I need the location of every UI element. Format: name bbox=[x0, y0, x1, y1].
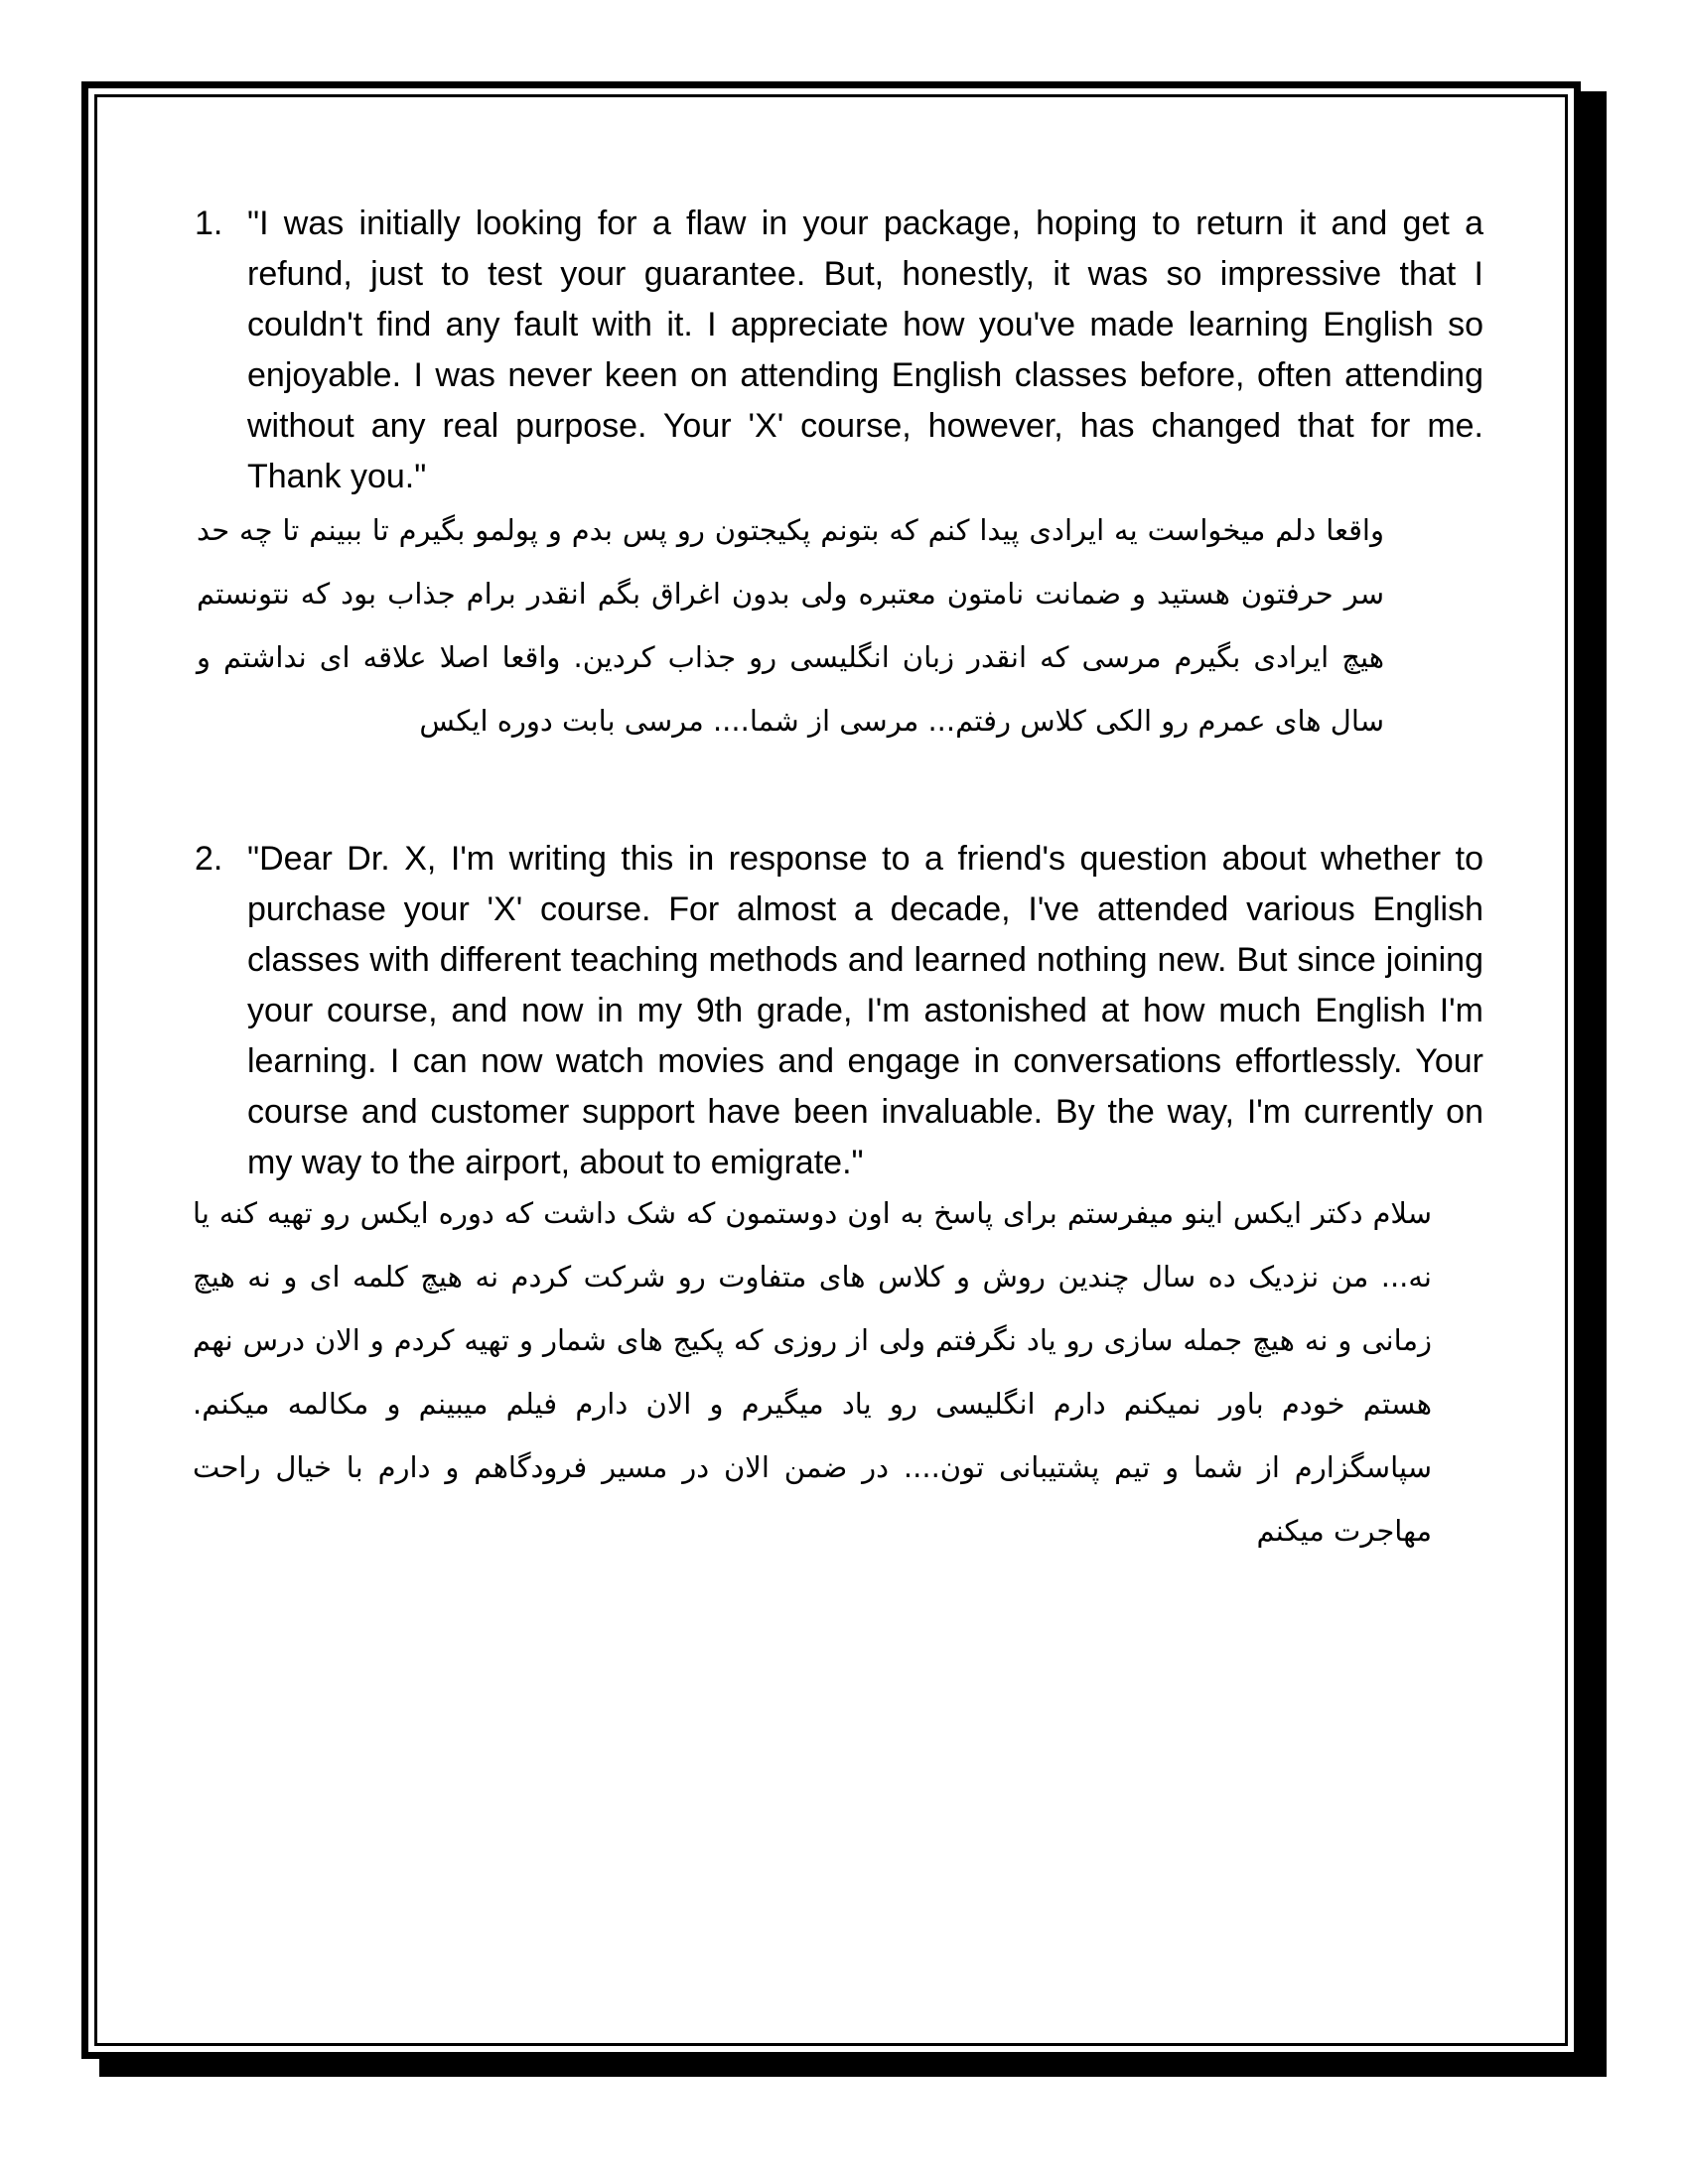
testimonial-english-text: "Dear Dr. X, I'm writing this in response to a friend's question about whether to purchase your 'X' course. For almost a decade, I've attended various English classes with different teaching methods and learned nothing new. But since joining your course, and now in my 9th grade, I'm astonished at how much English I'm learning. I can now watch movies and engage in conversations effortlessly. Your course and customer support have been invaluable. By the way, I'm currently on my way to the airport, about to emigrate." bbox=[247, 840, 1483, 1181]
testimonial-english-text: "I was initially looking for a flaw in your package, hoping to return it and get a refund, just to test your guarantee. But, honestly, it was so impressive that I couldn't find any fault with it. I appreciate how you've made learning English so enjoyable. I was never keen on attending English classes before, often attending without any real purpose. Your 'X' course, however, has changed that for me. Thank you." bbox=[247, 205, 1483, 495]
testimonial-persian-text: واقعا دلم میخواست یه ایرادی پیدا کنم که بتونم پکیجتون رو پس بدم و پولمو بگیرم تا ببینم تا چه حد سر حرفتون هستید و ضمانت نامتون معتبره ولی بدون اغراق بگم انقدر برام جذاب بود که نتونستم هیچ ایرادی بگیرم مرسی که انقدر زبان انگلیسی رو جذاب کردین. واقعا اصلا علاقه ای نداشتم و سال های عمرم رو الکی کلاس رفتم... مرسی از شما.... مرسی بابت دوره ایکس bbox=[197, 513, 1384, 738]
testimonial-persian-text: سلام دکتر ایکس اینو میفرستم برای پاسخ به اون دوستمون که شک داشت که دوره ایکس رو تهیه کنه یا نه... من نزدیک ده سال چندین روش و کلاس های متفاوت رو شرکت کردم نه هیچ کلمه ای و نه هیچ زمانی و نه هیچ جمله سازی رو یاد نگرفتم ولی از روزی که پکیج های شمار و تهیه کردم و الان درس نهم هستم خودم باور نمیکنم دارم انگلیسی رو یاد میگیرم و الان دارم فیلم میبینم و مکالمه میکنم. سپاسگزارم از شما و تیم پشتیبانی تون.... در ضمن الان در مسیر فرودگاهم و دارم با خیال راحت مهاجرت میکنم bbox=[193, 1196, 1432, 1548]
list-number: 2. bbox=[195, 840, 223, 878]
list-number: 1. bbox=[195, 205, 223, 242]
